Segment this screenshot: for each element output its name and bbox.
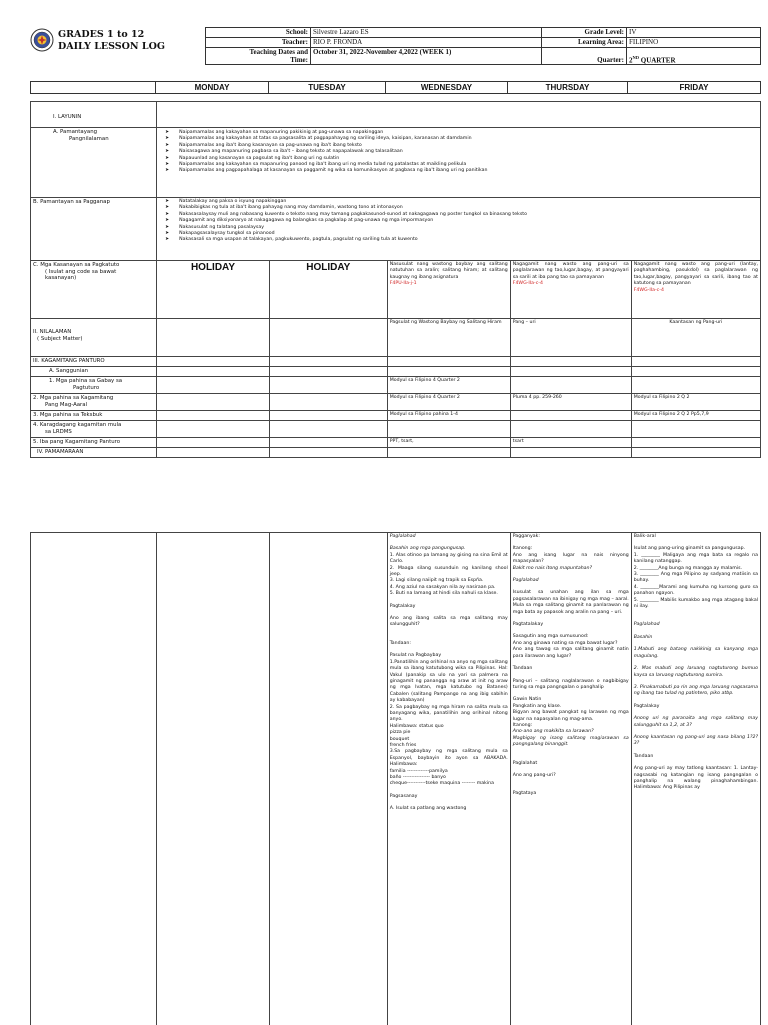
p2-wednesday [387, 533, 510, 1025]
quarter-label: Quarter: [542, 48, 627, 65]
day-thursday: THURSDAY [508, 82, 628, 94]
dates-label-line1: Teaching Dates and [208, 48, 308, 56]
wed-procedure-line: familia -------------pamilya [390, 769, 508, 775]
pamamaraan-label: IV. PAMAMARAAN [31, 448, 157, 458]
pagganap-item: ➤ Nakabibigkas ng tula at iba't ibang pahayag nang may damdamin, wastong tono at intonasyon [159, 205, 758, 211]
wed-nilalaman: Pagsulat ng Wastong Baybay ng Salitang Hiram [387, 319, 510, 357]
fri-procedure-line: Anong uri ng paranaita ang mga salitang may salungguhit sa 1,2, at 3? [634, 716, 758, 729]
thu-procedure-line: Ano ang isang lugar na nais ninyong mapasyalan? [513, 553, 629, 566]
wed-procedure-line: A. Isulat sa patlang ang wastong [390, 806, 508, 812]
pamantayang-list [157, 128, 761, 198]
thu-procedure-line: Gawin Natin [513, 697, 629, 703]
wed-procedure-line: pizza pie [390, 730, 508, 736]
area-value: FILIPINO [627, 38, 761, 48]
mon-nilalaman [157, 319, 270, 357]
day-tuesday: TUESDAY [269, 82, 386, 94]
school-value: Silvestre Lazaro ES [311, 28, 542, 38]
thu-procedure-line: Sasagutin ang mga sumusunod: [513, 634, 629, 640]
thu-procedure-line: Isusulat sa unahan ang ilan sa mga pagsasalarawan na ibinigay ng mga mag – aaral. Mula sa mga salitang ginamit na panlarawan ng mga bata ay papasok ang aralin na pang – uri. [513, 590, 629, 616]
holiday-monday: HOLIDAY [157, 261, 270, 319]
thu-iba-pa: tsart [510, 438, 631, 448]
wed-procedure-line: Basahin ang mga pangungusap. [390, 546, 508, 552]
wed-procedure-line: Ano ang ibang salita sa mga salitang may salungguhit? [390, 616, 508, 629]
pagganap-item: ➤ Nakapagsasalaysay tungkol sa pinanood [159, 231, 758, 237]
fri-procedure-line: 5. ________ Mabilis kumakbo ang mga atagang bakal ni ilay. [634, 598, 758, 611]
log-title [58, 29, 165, 53]
thu-procedure-line: Ano ang pang-uri? [513, 773, 629, 779]
thu-code: F4WG-IIa-c-4 [513, 281, 629, 287]
p2-tuesday [269, 533, 387, 1025]
day-friday: FRIDAY [628, 82, 761, 94]
pagganap-item: ➤ Natatalakay ang paksa o isyung napakinggan [159, 199, 758, 205]
wed-procedure-line: Halimbawa: status quo [390, 724, 508, 730]
kagamitan-mag-aaral-label: 2. Mga pahina sa Kagamitang Pang Mag-Aaral [31, 394, 157, 411]
wed-procedure-line: 5. Buti na lamang at hindi sila nahuli sa klase. [390, 591, 508, 597]
p2-monday [157, 533, 270, 1025]
p2-label-col [31, 533, 157, 1025]
teacher-value: RIO P. FRONDA [311, 38, 542, 48]
pamantayang-item: ➤ Naipamamalas ang pagpapahalaga at kasanayan sa paggamit ng wika sa komunikasyon at pagbasa ng iba't ibang uri ng panitikan [159, 168, 758, 174]
wed-code: F4PU-IIa-j-1 [390, 281, 508, 287]
wed-procedure-line: baño ---------------- banyo [390, 775, 508, 781]
pamantayang-label: A. Pamantayang Pangnilalaman [31, 128, 157, 198]
holiday-tuesday: HOLIDAY [269, 261, 387, 319]
thu-procedure-line: Pagtatalakay [513, 622, 629, 628]
fri-code: F4WG-IIa-c-4 [634, 288, 758, 294]
day-monday: MONDAY [156, 82, 269, 94]
deped-seal-logo [30, 28, 54, 52]
grade-value: IV [627, 28, 761, 38]
days-corner [31, 82, 156, 94]
days-header [30, 81, 761, 94]
pamantayang-item: ➤ Naisasagawa ang mapanuring pagbasa sa iba't – ibang teksto at napapalawak ang talasalitaan [159, 149, 758, 155]
fri-procedure-line: Pagtalakay [634, 704, 758, 710]
wed-teksbuk: Modyul sa Filipino pahina 1-4 [387, 411, 510, 421]
wed-kagamitan: Modyul sa Filipino 4 Quarter 2 [387, 394, 510, 411]
wed-procedure-line: french fries [390, 743, 508, 749]
wed-procedure-line: 2. Sa pagbaybay ng mga hiram na salita mula sa banyagang wika, panatilihin ang orihinal nitong anyo. [390, 705, 508, 724]
pamantayang-item: ➤ Napauunlad ang kasanayan sa pagsulat ng iba't ibang uri ng sulatin [159, 156, 758, 162]
pamantayang-item: ➤ Naipamamalas ang kakayahan at tatas sa pagsasalita at pagpapahayag ng sariling ideya, kaisipan, karanasan at damdamin [159, 136, 758, 142]
title-line-2: DAILY LESSON LOG [58, 41, 165, 53]
p2-friday [631, 533, 760, 1025]
fri-procedure-list [634, 534, 758, 792]
fri-procedure-line: 3. ________ Ang mga Pilipino ay sadyang matiisin sa buhay. [634, 572, 758, 585]
thu-kasanayan: Nagagamit nang wasto ang pang-uri sa paglalarawan ng tao,lugar,bagay, at pangyayari sa sarili at iba pang tao sa pamayanan F4WG-IIa-c-4 [510, 261, 631, 319]
thu-procedure-line: Pangkatin ang klase. [513, 704, 629, 710]
teacher-label: Teacher: [206, 38, 311, 48]
pagganap-item: ➤ Nakasasali sa mga usapan at talakayan, pagkukuwento, pagtula, pagsulat ng sariling tula at kuwento [159, 237, 758, 243]
fri-teksbuk: Modyul sa Filipino 2 Q 2 Pp5,7,9 [631, 411, 760, 421]
wed-kasanayan: Nasusulat nang wastong baybay ang salitang natutuhan sa aralin; salitang hiram; at salitang kaugnay ng ibang asignatura F4PU-IIa-j-1 [387, 261, 510, 319]
thu-procedure-line: Itanong: [513, 546, 629, 552]
pagganap-item: ➤ Nagagamit ang diksiyonaryo at nakagagawa ng balangkas sa pagkalap at pag-unawa ng mga impormasyon [159, 218, 758, 224]
thu-procedure-line: Tandaan [513, 666, 629, 672]
pamantayang-item: ➤ Naipamamalas ang kakayahan sa mapanuring pakikinig at pag-unawa sa napakinggan [159, 130, 758, 136]
fri-kagamitan: Modyul sa Filipino 2 Q 2 [631, 394, 760, 411]
teksbuk-label: 3. Mga pahina sa Teksbuk [31, 411, 157, 421]
wed-procedure-line: Pasulat na Pagbaybay [390, 653, 508, 659]
wed-procedure-list [390, 534, 508, 813]
wed-iba-pa: PPT, tsart, [387, 438, 510, 448]
wed-procedure-line: Tandaan: [390, 641, 508, 647]
school-label: School: [206, 28, 311, 38]
wed-procedure-line: 3. Lagi silang naiipit ng trapik sa Espña. [390, 578, 508, 584]
fri-procedure-line: Isulat ang pang-uring ginamit sa pangungusap. [634, 546, 758, 552]
fri-procedure-line: 1.Mabuti ang batang nakikinig sa kanyang mga magulang. [634, 647, 758, 660]
wed-procedure-line: 2. Maaga silang susunduin ng kanilang shool jeep. [390, 566, 508, 579]
lrdms-label: 4. Karagdagang kagamitan mula sa LRDMS [31, 421, 157, 438]
fri-procedure-line: 2. Mas mabuti ang laruang nagtuturong bumuo kaysa sa laruang nagtuturong sumira. [634, 666, 758, 679]
thu-procedure-line: Pagganyak: [513, 534, 629, 540]
thu-procedure-line: Pang-uri – salitang naglalarawan o nagbibigay turing sa mga pangngalan o panghalip [513, 679, 629, 692]
fri-procedure-line: Paglalahad [634, 622, 758, 628]
dates-label [206, 48, 311, 65]
fri-nilalaman: Kaantasan ng Pang-uri [631, 319, 760, 357]
wed-procedure-line: Pagtalakay [390, 604, 508, 610]
fri-procedure-line: Balik-aral [634, 534, 758, 540]
fri-procedure-line: 3. Pinakamabuti pa rin ang mga laruang nagsasama ng ibang tao tulad ng patintero, piko atbp. [634, 685, 758, 698]
thu-kagamitan: Pluma 4 pp. 259-260 [510, 394, 631, 411]
wed-procedure-line: 1. Alas otinoo pa lamang ay gising na sina Emil at Carlo. [390, 553, 508, 566]
fri-procedure-line: Basahin [634, 635, 758, 641]
pagganap-item: ➤ Nakasasalaysay muli ang nabasang kuwento o teksto nang may tamang pagkakasunod-sunod at nakagagawa ng poster tungkol sa binasang teksto [159, 212, 758, 218]
thu-procedure-line: Ano ang tawag sa mga salitang ginamit natin para ilarawan ang lugar? [513, 647, 629, 660]
thu-nilalaman: Pang – uri [510, 319, 631, 357]
fri-procedure-line: 2. ________Ang bunga ng mangga ay malamis. [634, 566, 758, 572]
fri-procedure-line: 4. ________Marami ang kumuha ng kursong guro sa panahon ngayon. [634, 585, 758, 598]
wed-procedure-line: 4. Ang aziul na sasakyan nila ay nasiraan pa. [390, 585, 508, 591]
thu-procedure-line: Bigyan ang bawat pangkat ng larawan ng mga lugar na napasyalan ng mag-ama. [513, 710, 629, 723]
gabay-label: 1. Mga pahina sa Gabay sa Pagtuturo [31, 377, 157, 394]
area-label: Learning Area: [542, 38, 627, 48]
wed-gabay: Modyul sa Filipino 4 Quarter 2 [387, 377, 510, 394]
layunin-heading: I. LAYUNIN [31, 102, 157, 128]
fri-procedure-line: Anong kaantasan ng pang-uri ang nasa bilang 1?2?3? [634, 735, 758, 748]
sanggunian-label: A. Sanggunian [31, 367, 157, 377]
fri-procedure-line: Tandaan [634, 754, 758, 760]
procedure-grid [30, 532, 761, 1025]
kasanayan-label: C. Mga Kasanayan sa Pagkatuto ( Isulat ang code sa bawat kasanayan) [31, 261, 157, 319]
wed-procedure-line: 1.Panatilihin ang orihinal na anyo ng mga salitang mula sa ibang katutubong wika sa Pilipinas. Hal: Vakul (panakip sa ulo na yari sa palmera na ginagamit ng panangga ng araw at init ng araw ng mga Ivatan, mga katutubo ng Batanes) Cabalen (salitang Pampango na ang ibig sabihin ay kababayan) [390, 660, 508, 705]
wed-procedure-line: Paglalahad [390, 534, 508, 540]
thu-procedure-line: Ano ang ginawa nating sa mga bawat lugar? [513, 641, 629, 647]
wed-procedure-line: Pagsasanay [390, 794, 508, 800]
nilalaman-label: II. NILALAMAN ( Subject Matter) [31, 319, 157, 357]
kagamitan-label: III. KAGAMITANG PANTURO [31, 357, 157, 367]
thu-procedure-line: Magbigay ng isang salitang magiarawan sa pangngalang binanggit. [513, 736, 629, 749]
quarter-value: 2ND QUARTER [627, 48, 761, 65]
dates-label-line2: Time: [208, 56, 308, 64]
iba-pa-label: 5. Iba pang Kagamitang Panturo [31, 438, 157, 448]
p2-thursday [510, 533, 631, 1025]
wed-procedure-line: cheque-----------tseke maquina -------- makina [390, 781, 508, 787]
thu-procedure-line: Itanong: [513, 723, 629, 729]
fri-procedure-line: 1. ________ Maligaya ang mga bata sa regalo na kanilang natanggap. [634, 553, 758, 566]
thu-procedure-line: Ano-ano ang makikita sa larawan? [513, 729, 629, 735]
pamantayang-item: ➤ Naipamamalas ang iba't ibang kasanayan sa pag-unawa ng iba't ibang teksto [159, 143, 758, 149]
pagganap-label: B. Pamantayan sa Pagganap [31, 198, 157, 261]
lesson-grid [30, 101, 761, 458]
thu-procedure-line: Bakit mo nais itong mapuntahan? [513, 566, 629, 572]
pagganap-list [157, 198, 761, 261]
wed-procedure-line: 3.Sa pagbaybay ng mga salitang mula sa Espanyol, baybayin ito ayon sa ABAKADA. Halimbawa: [390, 749, 508, 768]
thu-procedure-line: Pagtataya [513, 791, 629, 797]
layunin-row-blank [157, 102, 761, 128]
thu-procedure-line: Paglalahad [513, 578, 629, 584]
pagganap-item: ➤ Nakasusulat ng talatang pasalaysay [159, 225, 758, 231]
thu-procedure-line: Paglalahat [513, 761, 629, 767]
fri-procedure-line: Ang pang-uri ay may tatlong kaantasan: 1. Lantay-nagsasabi ng katangian ng isang pangngalan o panghalip na walang pinaghahambingan. Halimbawa: Ang Pilipinas ay [634, 766, 758, 792]
fri-kasanayan: Nagagamit nang wasto ang pang-uri (lantay, paghahambing, pasukdol) sa paglalarawan ng tao,lugar,bagay, pangyayari sa sarili, ibang tao at katutong sa pamayanan F4WG-IIa-c-4 [631, 261, 760, 319]
day-wednesday: WEDNESDAY [386, 82, 508, 94]
info-table [205, 27, 761, 65]
grade-label: Grade Level: [542, 28, 627, 38]
thu-procedure-list [513, 534, 629, 798]
title-line-1: GRADES 1 to 12 [58, 29, 165, 41]
tue-nilalaman [269, 319, 387, 357]
dates-value: October 31, 2022-November 4,2022 (WEEK 1) [311, 48, 542, 65]
pamantayang-item: ➤ Naipamamalas ang kakayahan sa mapanuring panood ng iba't ibang uri ng media tulad ng patalastas at maikling pelikula [159, 162, 758, 168]
wed-procedure-line: bouquet [390, 737, 508, 743]
